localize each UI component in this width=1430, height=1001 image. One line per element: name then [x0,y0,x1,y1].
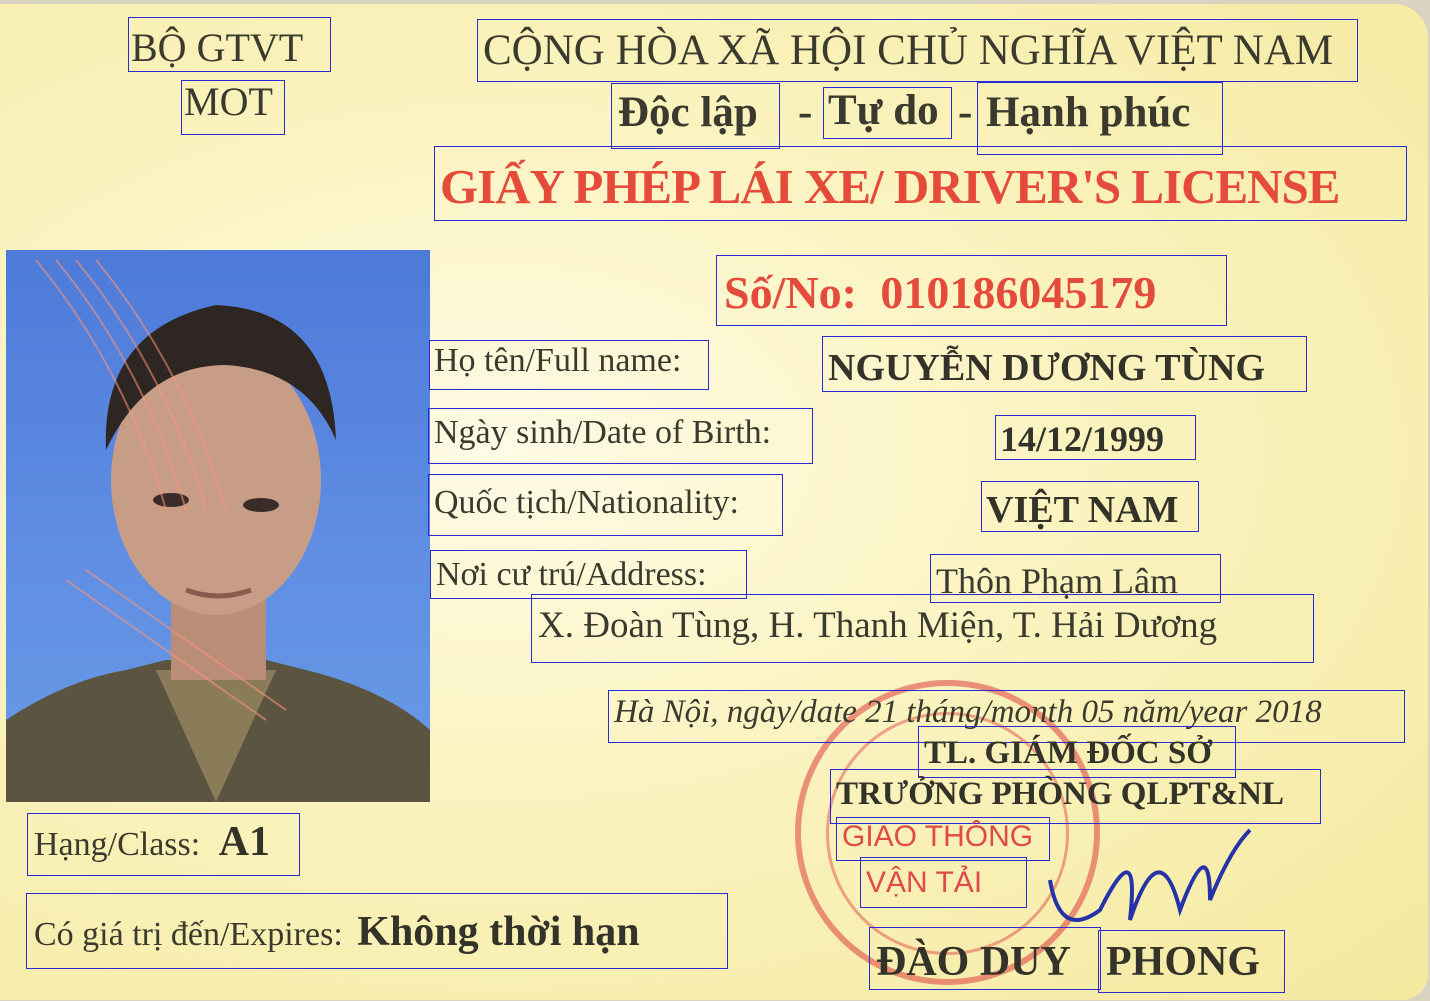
signer-name-2: PHONG [1106,939,1260,985]
expires-label: Có giá trị đến/Expires: [34,916,343,953]
class-value: A1 [218,819,271,865]
bbox [860,857,1027,908]
license-number: 010186045179 [880,267,1157,318]
dob-label: Ngày sinh/Date of Birth: [434,414,772,451]
bbox [611,83,780,149]
stamp-text-2: VẬN TẢI [866,866,983,899]
number-label: Số/No: [724,267,857,318]
address-line-1: Thôn Phạm Lâm [936,561,1178,601]
bbox [428,408,813,464]
full-name-value: NGUYỄN DƯƠNG TÙNG [828,347,1266,389]
bbox [869,927,1101,990]
bbox [477,19,1358,82]
motto-independence: Độc lập [618,89,758,136]
bbox [716,255,1227,326]
issue-place-date: Hà Nội, ngày/date 21 tháng/month 05 năm/year 2018 [614,694,1322,730]
expires-value: Không thời hạn [357,909,640,955]
address-label: Nơi cư trú/Address: [436,556,707,593]
bbox [822,336,1307,392]
bbox [27,813,300,876]
address-line-2: X. Đoàn Tùng, H. Thanh Miện, T. Hải Dương [538,605,1218,646]
bbox [429,340,709,390]
republic-title: CỘNG HÒA XÃ HỘI CHỦ NGHĨA VIỆT NAM [483,27,1334,74]
authority-line-2: TRƯỞNG PHÒNG QLPT&NL [836,776,1284,812]
ministry-en: MOT [184,79,273,124]
dob-value: 14/12/1999 [1000,419,1165,459]
bbox [26,893,728,969]
bbox [428,474,783,536]
nationality-label: Quốc tịch/Nationality: [434,484,739,521]
bbox [995,415,1196,460]
bbox [836,817,1050,861]
full-name-label: Họ tên/Full name: [434,342,682,379]
signer-name-1: ĐÀO DUY [876,939,1071,985]
bbox [977,82,1223,155]
authority-line-1: TL. GIÁM ĐỐC SỞ [924,735,1212,771]
bbox [981,481,1199,532]
motto-separator: - [798,89,813,136]
ministry-vi: BỘ GTVT [131,25,304,70]
bbox [128,17,331,72]
class-label: Hạng/Class: [34,826,201,863]
nationality-value: VIỆT NAM [986,489,1179,531]
bbox [430,550,747,599]
portrait-photo [6,250,430,802]
license-title: GIẤY PHÉP LÁI XE/ DRIVER'S LICENSE [440,159,1340,214]
bbox [823,87,952,139]
bbox [830,769,1321,824]
motto-separator: - [958,89,973,136]
stamp-text-1: GIAO THÔNG [842,820,1034,853]
motto-freedom: Tự do [828,87,939,134]
bbox [1098,930,1285,993]
bbox [181,80,285,135]
bbox [434,146,1407,221]
motto-happiness: Hạnh phúc [986,89,1191,136]
bbox [531,594,1314,663]
